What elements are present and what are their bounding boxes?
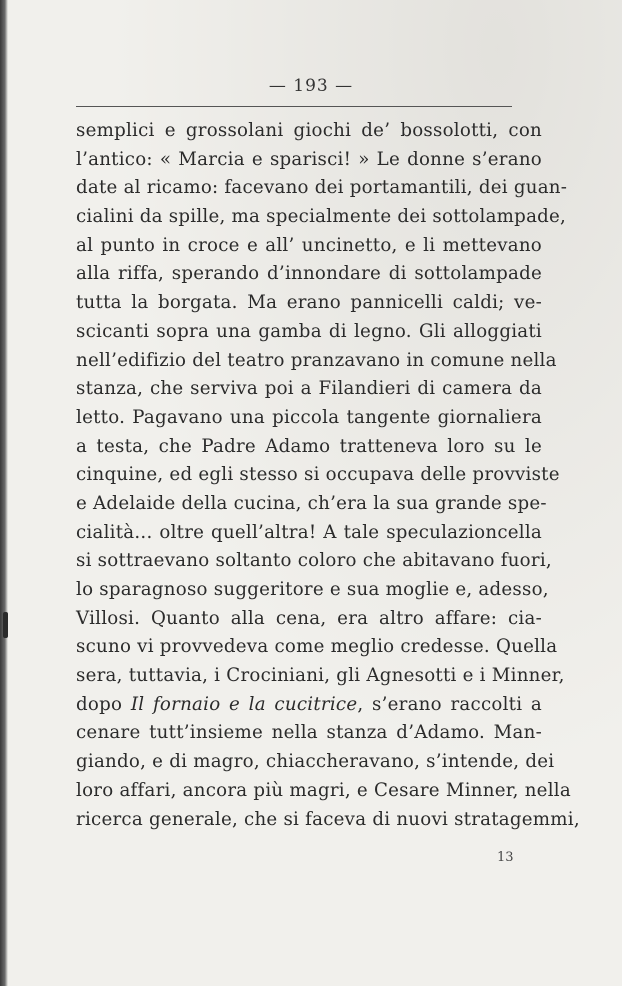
page-number: — 193 — bbox=[268, 76, 354, 96]
text-line: a testa, che Padre Adamo tratteneva loro su le bbox=[76, 435, 542, 457]
text-line: l’antico: « Marcia e sparisci! » Le donne s’erano bbox=[76, 148, 542, 170]
text-line: scuno vi provvedeva come meglio credesse. Quella bbox=[76, 636, 558, 658]
text-line: tutta la borgata. Ma erano pannicelli caldi; ve- bbox=[76, 292, 542, 314]
text-line: lo sparagnoso suggeritore e sua moglie e, adesso, bbox=[76, 579, 549, 600]
text-line: dopo Il fornaio e la cucitrice, s’erano raccolti a bbox=[76, 693, 542, 715]
binding-edge bbox=[0, 0, 8, 986]
text-line: alla riffa, sperando d’innondare di sottolampade bbox=[76, 263, 542, 285]
text-line: ricerca generale, che si faceva di nuovi stratagemmi, bbox=[76, 808, 580, 830]
italic-title: Il fornaio e la cucitrice bbox=[130, 693, 358, 715]
text-line: al punto in croce e all’ uncinetto, e li mettevano bbox=[76, 234, 542, 256]
text-line: cialini da spille, ma specialmente dei sottolampade, bbox=[76, 206, 567, 228]
text-line: giando, e di magro, chiaccheravano, s’intende, dei bbox=[76, 751, 555, 773]
text-line: cinquine, ed egli stesso si occupava delle provviste bbox=[76, 464, 560, 486]
binding-mark bbox=[3, 612, 8, 638]
text-line: scicanti sopra una gamba di legno. Gli alloggiati bbox=[76, 320, 542, 342]
text-line: cenare tutt’insieme nella stanza d’Adamo. Man- bbox=[76, 722, 542, 744]
signature-mark: 13 bbox=[497, 850, 514, 865]
text-line: nell’edifizio del teatro pranzavano in comune nella bbox=[76, 349, 557, 371]
text-line: sera, tuttavia, i Crociniani, gli Agnesotti e i Minner, bbox=[76, 665, 565, 687]
text-line: date al ricamo: facevano dei portamantili, dei guan- bbox=[76, 177, 568, 199]
header-rule bbox=[76, 106, 512, 107]
text-line: si sottraevano soltanto coloro che abitavano fuori, bbox=[76, 550, 552, 572]
text-line: loro affari, ancora più magri, e Cesare Minner, nella bbox=[76, 779, 571, 801]
body-text bbox=[76, 117, 580, 834]
text-line: cialità... oltre quell’altra! A tale speculazioncella bbox=[76, 521, 542, 543]
text-line: stanza, che serviva poi a Filandieri di camera da bbox=[76, 378, 542, 400]
text-line: e Adelaide della cucina, ch’era la sua grande spe- bbox=[76, 492, 547, 514]
text-line: semplici e grossolani giochi de’ bossolotti, con bbox=[76, 120, 542, 141]
text-line: Villosi. Quanto alla cena, era altro affare: cia- bbox=[76, 607, 542, 629]
text-line: letto. Pagavano una piccola tangente giornaliera bbox=[76, 406, 542, 428]
